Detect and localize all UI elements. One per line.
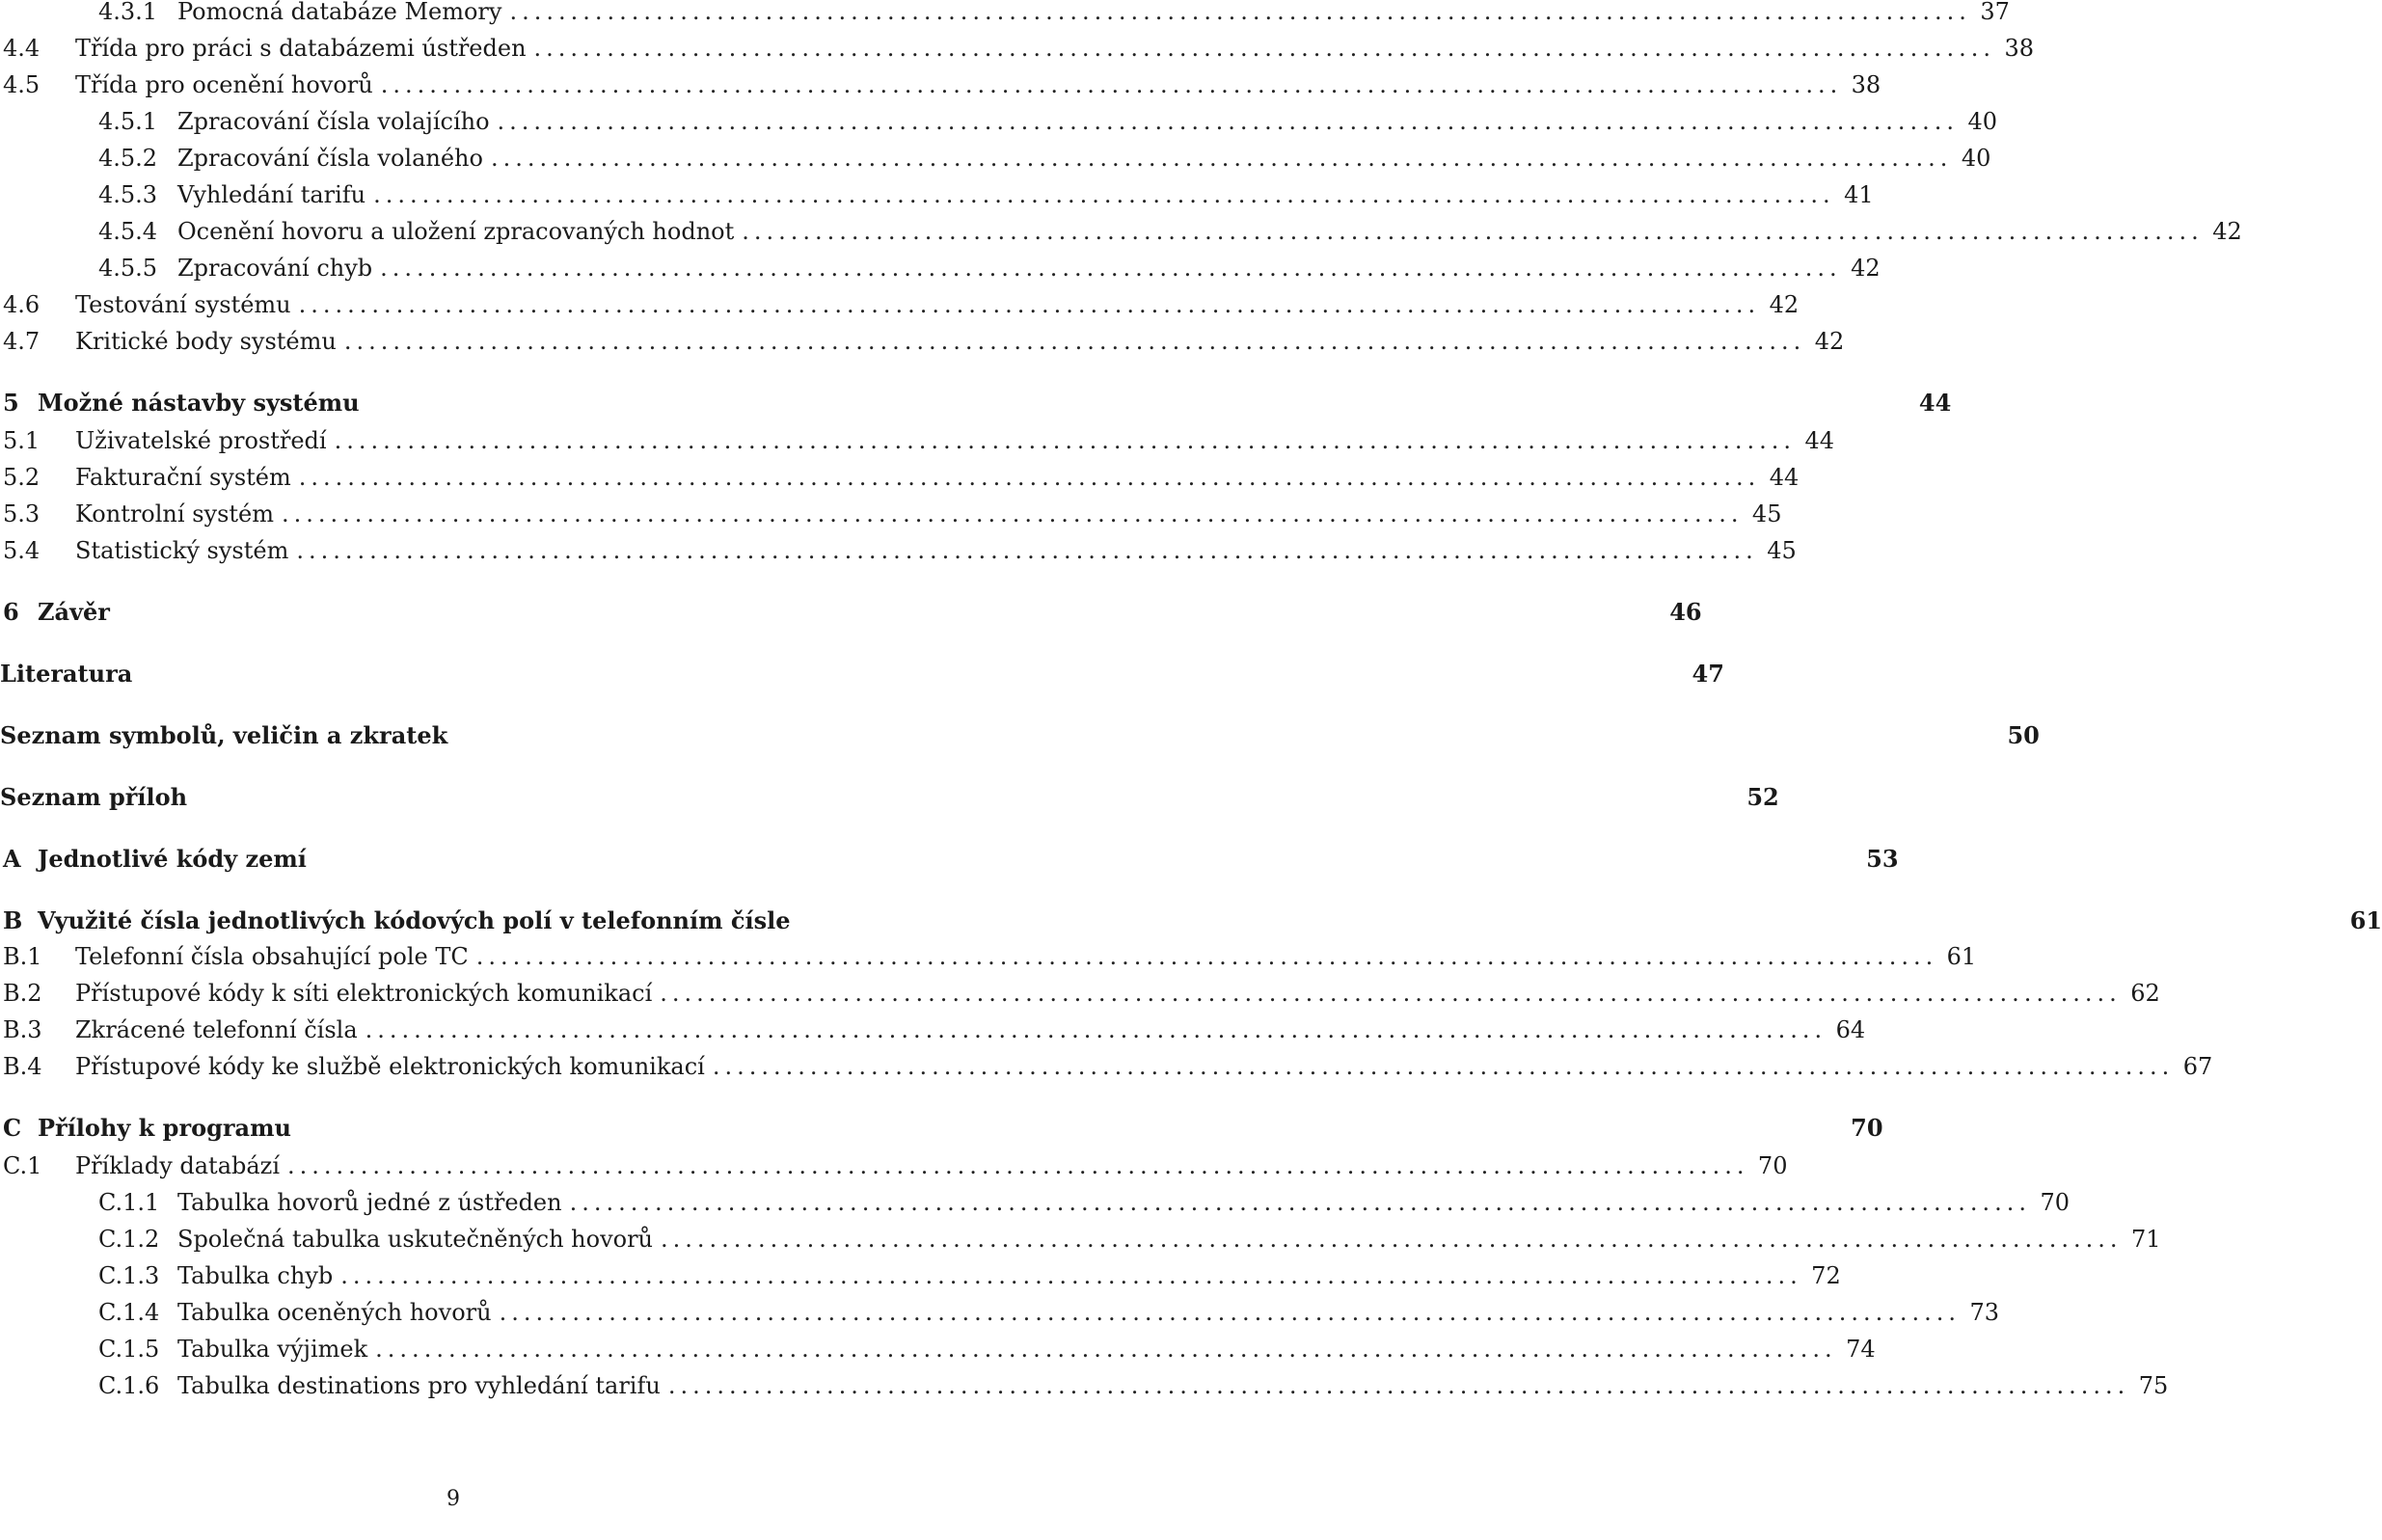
toc-chapter-entry bbox=[0, 778, 1779, 817]
toc-entry-page: 67 bbox=[2182, 1053, 2213, 1080]
toc-entry-number: 5 bbox=[3, 389, 19, 417]
dot-leader: ........................................................................................................................ bbox=[287, 1152, 1749, 1179]
toc-entry-number: 4.3.1 bbox=[98, 0, 158, 25]
toc-entry-title: Kontrolní systém bbox=[75, 500, 274, 527]
toc-entry bbox=[0, 1368, 2169, 1403]
toc-entry-page: 50 bbox=[2007, 721, 2040, 749]
toc-entry-number: B.4 bbox=[3, 1053, 42, 1080]
dot-leader: ........................................................................................................................ bbox=[499, 1299, 1962, 1326]
dot-leader: ........................................................................................................................ bbox=[365, 1016, 1827, 1043]
toc-entry bbox=[0, 177, 1874, 212]
toc-entry-title: Zkrácené telefonní čísla bbox=[75, 1016, 358, 1043]
toc-entry bbox=[0, 1049, 2213, 1084]
toc-entry-number: 4.7 bbox=[3, 328, 41, 355]
dot-leader: ........................................................................................................................ bbox=[660, 980, 2122, 1007]
toc-entry-page: 62 bbox=[2130, 980, 2160, 1007]
toc-entry-number: B.1 bbox=[3, 943, 42, 970]
toc-entry-title: Přístupové kódy ke službě elektronických komunikací bbox=[75, 1053, 705, 1080]
toc-entry-title: Seznam symbolů, veličin a zkratek bbox=[0, 721, 448, 749]
toc-entry-title: Literatura bbox=[0, 660, 133, 688]
toc-entry-title: Statistický systém bbox=[75, 537, 289, 564]
toc-entry-page: 38 bbox=[1851, 71, 1881, 98]
toc-entry-page: 42 bbox=[1851, 255, 1881, 282]
toc-entry bbox=[0, 214, 2242, 249]
toc-entry-number: 4.6 bbox=[3, 291, 41, 318]
toc-entry-number: C.1.4 bbox=[98, 1299, 160, 1326]
toc-entry-page: 46 bbox=[1669, 598, 1702, 626]
toc-entry-number: B bbox=[3, 906, 23, 934]
toc-entry-page: 45 bbox=[1767, 537, 1797, 564]
toc-entry-page: 75 bbox=[2138, 1372, 2169, 1399]
toc-entry-page: 44 bbox=[1769, 464, 1800, 491]
toc-entry-number: C.1.5 bbox=[98, 1336, 160, 1363]
dot-leader: ........................................................................................................................ bbox=[298, 291, 1761, 318]
toc-entry bbox=[0, 31, 2034, 66]
toc-entry-title: Tabulka chyb bbox=[177, 1262, 334, 1289]
toc-entry-number: 4.5.5 bbox=[98, 255, 158, 282]
toc-entry-page: 74 bbox=[1846, 1336, 1876, 1363]
toc-entry-page: 53 bbox=[1866, 845, 1899, 873]
toc-entry-title: Tabulka oceněných hovorů bbox=[177, 1299, 492, 1326]
toc-entry-number: 4.4 bbox=[3, 35, 41, 62]
toc-entry-number: 4.5 bbox=[3, 71, 41, 98]
toc-entry bbox=[0, 1148, 1788, 1183]
toc-chapter-entry bbox=[0, 716, 2040, 755]
toc-entry-title: Třída pro ocenění hovorů bbox=[75, 71, 373, 98]
toc-entry bbox=[0, 0, 2010, 29]
toc-entry bbox=[0, 1013, 1866, 1047]
toc-entry bbox=[0, 460, 1800, 495]
toc-entry bbox=[0, 939, 1977, 974]
toc-entry-page: 70 bbox=[1757, 1152, 1788, 1179]
toc-entry bbox=[0, 324, 1845, 359]
toc-entry-title: Třída pro práci s databázemi ústředen bbox=[75, 35, 527, 62]
toc-entry-page: 47 bbox=[1692, 660, 1724, 688]
dot-leader: ........................................................................................................................ bbox=[282, 500, 1744, 527]
toc-entry-number: C.1.3 bbox=[98, 1262, 160, 1289]
toc-chapter-entry bbox=[0, 384, 1952, 422]
toc-entry-page: 70 bbox=[2040, 1189, 2071, 1216]
toc-entry-number: 5.2 bbox=[3, 464, 41, 491]
toc-entry-title: Testování systému bbox=[75, 291, 291, 318]
toc-chapter-entry bbox=[0, 593, 1702, 632]
toc-entry bbox=[0, 1332, 1876, 1366]
toc-entry bbox=[0, 1185, 2071, 1220]
toc-entry-number: 5.3 bbox=[3, 500, 41, 527]
toc-entry-title: Uživatelské prostředí bbox=[75, 427, 327, 454]
toc-entry bbox=[0, 104, 1997, 139]
toc-entry-page: 45 bbox=[1751, 500, 1782, 527]
toc-entry bbox=[0, 423, 1835, 458]
dot-leader: ........................................................................................................................ bbox=[490, 145, 1953, 172]
toc-entry-number: 4.5.2 bbox=[98, 145, 158, 172]
dot-leader: ........................................................................................................................ bbox=[334, 427, 1797, 454]
toc-entry-number: C.1.6 bbox=[98, 1372, 160, 1399]
toc-entry-page: 40 bbox=[1961, 145, 1991, 172]
toc-entry-number: 4.5.4 bbox=[98, 218, 158, 245]
toc-entry-page: 42 bbox=[1769, 291, 1800, 318]
toc-entry-title: Využité čísla jednotlivých kódových polí v telefonním čísle bbox=[38, 906, 791, 934]
toc-entry bbox=[0, 1258, 1841, 1293]
toc-entry-title: Tabulka destinations pro vyhledání tarifu bbox=[177, 1372, 661, 1399]
toc-entry bbox=[0, 141, 1991, 176]
toc-entry-number: 4.5.3 bbox=[98, 181, 158, 208]
toc-entry bbox=[0, 287, 1800, 322]
toc-entry-page: 52 bbox=[1746, 783, 1779, 811]
toc-entry-number: 5.4 bbox=[3, 537, 41, 564]
toc-entry bbox=[0, 68, 1881, 102]
toc-entry bbox=[0, 497, 1782, 531]
page-number: 9 bbox=[447, 1487, 460, 1511]
toc-entry-number: C bbox=[3, 1114, 22, 1142]
toc-entry-page: 71 bbox=[2130, 1226, 2161, 1253]
toc-entry-title: Společná tabulka uskutečněných hovorů bbox=[177, 1226, 654, 1253]
toc-entry-page: 42 bbox=[2212, 218, 2242, 245]
toc-entry-number: C.1.2 bbox=[98, 1226, 160, 1253]
toc-entry-title: Fakturační systém bbox=[75, 464, 291, 491]
toc-entry-title: Zpracování čísla volaného bbox=[177, 145, 483, 172]
toc-chapter-entry bbox=[0, 1109, 1883, 1148]
toc-entry-page: 41 bbox=[1844, 181, 1874, 208]
toc-entry bbox=[0, 1222, 2161, 1256]
toc-entry bbox=[0, 533, 1797, 568]
dot-leader: ........................................................................................................................ bbox=[296, 537, 1758, 564]
toc-entry-page: 44 bbox=[1918, 389, 1952, 417]
toc-entry-number: 6 bbox=[3, 598, 19, 626]
toc-entry-page: 73 bbox=[1969, 1299, 2000, 1326]
toc-entry-page: 40 bbox=[1967, 108, 1997, 135]
toc-entry-title: Přístupové kódy k síti elektronických komunikací bbox=[75, 980, 653, 1007]
toc-entry-page: 42 bbox=[1814, 328, 1845, 355]
toc-entry-title: Přílohy k programu bbox=[38, 1114, 291, 1142]
dot-leader: ........................................................................................................................ bbox=[569, 1189, 2032, 1216]
toc-entry-title: Zpracování chyb bbox=[177, 255, 373, 282]
toc-entry bbox=[0, 251, 1881, 285]
toc-entry bbox=[0, 976, 2160, 1011]
dot-leader: ........................................................................................................................ bbox=[380, 255, 1842, 282]
toc-entry-page: 72 bbox=[1811, 1262, 1841, 1289]
dot-leader: ........................................................................................................................ bbox=[533, 35, 1995, 62]
dot-leader: ........................................................................................................................ bbox=[497, 108, 1959, 135]
toc-entry-number: A bbox=[3, 845, 21, 873]
dot-leader: ........................................................................................................................ bbox=[375, 1336, 1837, 1363]
dot-leader: ........................................................................................................................ bbox=[712, 1053, 2175, 1080]
toc-entry-title: Seznam příloh bbox=[0, 783, 188, 811]
toc-chapter-entry bbox=[0, 655, 1724, 693]
dot-leader: ........................................................................................................................ bbox=[340, 1262, 1802, 1289]
toc-chapter-entry bbox=[0, 840, 1899, 878]
toc-entry-title: Kritické body systému bbox=[75, 328, 337, 355]
toc-entry-page: 61 bbox=[2349, 906, 2382, 934]
toc-entry-title: Pomocná databáze Memory bbox=[177, 0, 502, 25]
toc-entry-title: Ocenění hovoru a uložení zpracovaných hodnot bbox=[177, 218, 735, 245]
toc-entry-page: 61 bbox=[1946, 943, 1977, 970]
dot-leader: ........................................................................................................................ bbox=[373, 181, 1835, 208]
toc-entry-number: 4.5.1 bbox=[98, 108, 158, 135]
toc-entry-page: 37 bbox=[1980, 0, 2010, 25]
toc-entry-title: Telefonní čísla obsahující pole TC bbox=[75, 943, 469, 970]
toc-entry-number: B.2 bbox=[3, 980, 42, 1007]
toc-entry-page: 38 bbox=[2004, 35, 2034, 62]
toc-entry-number: 5.1 bbox=[3, 427, 41, 454]
toc-entry-title: Vyhledání tarifu bbox=[177, 181, 366, 208]
toc-entry-page: 64 bbox=[1835, 1016, 1866, 1043]
dot-leader: ........................................................................................................................ bbox=[661, 1226, 2123, 1253]
toc-entry-page: 70 bbox=[1851, 1114, 1883, 1142]
toc-entry-title: Jednotlivé kódy zemí bbox=[38, 845, 307, 873]
toc-entry-title: Tabulka hovorů jedné z ústředen bbox=[177, 1189, 562, 1216]
toc-entry-number: C.1 bbox=[3, 1152, 42, 1179]
toc-entry-title: Závěr bbox=[38, 598, 110, 626]
dot-leader: ........................................................................................................................ bbox=[380, 71, 1843, 98]
dot-leader: ........................................................................................................................ bbox=[667, 1372, 2130, 1399]
toc-entry-title: Zpracování čísla volajícího bbox=[177, 108, 490, 135]
dot-leader: ........................................................................................................................ bbox=[475, 943, 1938, 970]
toc-entry-title: Příklady databází bbox=[75, 1152, 280, 1179]
toc-chapter-entry bbox=[0, 902, 2382, 940]
dot-leader: ........................................................................................................................ bbox=[298, 464, 1761, 491]
toc-entry-page: 44 bbox=[1804, 427, 1835, 454]
dot-leader: ........................................................................................................................ bbox=[742, 218, 2204, 245]
dot-leader: ........................................................................................................................ bbox=[509, 0, 1971, 25]
toc-entry-number: B.3 bbox=[3, 1016, 42, 1043]
toc-entry-title: Tabulka výjimek bbox=[177, 1336, 368, 1363]
dot-leader: ........................................................................................................................ bbox=[343, 328, 1806, 355]
toc-entry-title: Možné nástavby systému bbox=[38, 389, 360, 417]
toc-entry bbox=[0, 1295, 2000, 1330]
toc-entry-number: C.1.1 bbox=[98, 1189, 160, 1216]
